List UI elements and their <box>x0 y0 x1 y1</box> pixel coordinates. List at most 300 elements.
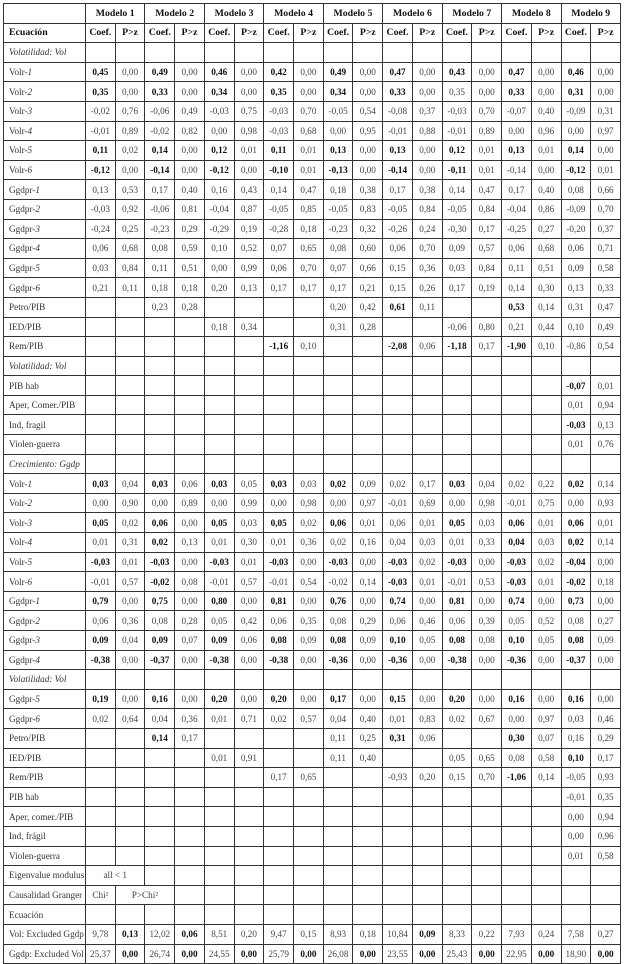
coef-cell <box>145 787 175 807</box>
coef-cell: -0,03 <box>86 552 116 572</box>
coef-cell: 0,11 <box>145 258 175 278</box>
coef-cell <box>323 807 353 827</box>
coef-cell: 0,02 <box>264 709 294 729</box>
coef-cell <box>145 826 175 846</box>
pvalue-cell <box>234 337 264 357</box>
row-label <box>4 513 86 533</box>
pvalue-cell: 0,00 <box>115 160 145 180</box>
table-row <box>4 180 621 200</box>
coef-cell: 0,03 <box>442 474 472 494</box>
granger-row-label: Vol: Excluded Ggdp <box>4 924 86 944</box>
coef-cell <box>204 807 234 827</box>
pvalue-cell: 0,70 <box>412 239 442 259</box>
coef-cell <box>442 435 472 455</box>
pvalue-cell <box>353 807 383 827</box>
table-row <box>4 395 621 415</box>
coef-cell: -0,38 <box>264 650 294 670</box>
table-row <box>4 141 621 161</box>
coef-cell: 25,37 <box>86 944 116 964</box>
coef-cell <box>442 376 472 396</box>
pvalue-cell <box>175 826 205 846</box>
pvalue-cell: 0,00 <box>234 650 264 670</box>
pvalue-cell <box>531 846 561 866</box>
pvalue-cell: 0,05 <box>234 474 264 494</box>
coef-cell: 0,43 <box>442 62 472 82</box>
section-label: Volatilidad: Vol <box>4 670 86 690</box>
coef-cell: -0,26 <box>383 219 413 239</box>
pvalue-cell: 0,85 <box>294 199 324 219</box>
coef-cell: 0,16 <box>145 689 175 709</box>
coef-cell: 0,05 <box>86 513 116 533</box>
coef-cell: -0,10 <box>264 160 294 180</box>
coef-cell: 0,15 <box>383 689 413 709</box>
row-label <box>4 415 86 435</box>
section-row <box>4 670 621 690</box>
coef-cell: 0,10 <box>383 631 413 651</box>
pvalue-cell <box>412 415 442 435</box>
pvalue-cell <box>234 297 264 317</box>
pvalue-cell: 0,13 <box>115 924 145 944</box>
pvalue-cell: 0,04 <box>472 474 502 494</box>
empty-cell <box>561 885 591 905</box>
row-label-name: Violen-guerra <box>9 439 60 450</box>
coef-cell <box>442 826 472 846</box>
coef-cell: 0,33 <box>502 82 532 102</box>
pvalue-cell: 0,83 <box>353 199 383 219</box>
empty-cell <box>383 885 413 905</box>
pvalue-cell: 0,35 <box>591 787 621 807</box>
coef-cell: 0,00 <box>561 826 591 846</box>
row-label-name: Volr- <box>9 106 28 117</box>
pvalue-cell: 0,00 <box>591 591 621 611</box>
section-label: Crecimiento: Ggdp <box>4 454 86 474</box>
empty-cell <box>591 670 621 690</box>
coef-cell <box>204 768 234 788</box>
coef-cell: 0,61 <box>383 297 413 317</box>
empty-cell <box>86 905 116 925</box>
pvalue-cell: 0,00 <box>234 591 264 611</box>
pvalue-cell: 0,98 <box>294 493 324 513</box>
empty-cell <box>234 454 264 474</box>
coef-cell: 0,30 <box>502 728 532 748</box>
pvalue-cell: 0,76 <box>115 101 145 121</box>
coef-cell: 0,16 <box>502 689 532 709</box>
coef-cell <box>204 395 234 415</box>
pvalue-cell <box>115 807 145 827</box>
row-label <box>4 493 86 513</box>
coef-cell: 0,03 <box>264 474 294 494</box>
coef-cell: 0,10 <box>502 631 532 651</box>
table-row <box>4 611 621 631</box>
pvalue-cell <box>531 376 561 396</box>
table-row <box>4 376 621 396</box>
coef-cell: 0,17 <box>264 278 294 298</box>
coef-cell <box>264 787 294 807</box>
coef-cell: -0,03 <box>383 572 413 592</box>
coef-cell: 0,00 <box>561 121 591 141</box>
granger-label: Causalidad Granger <box>4 885 86 905</box>
pvalue-cell: 0,97 <box>531 709 561 729</box>
pvalue-cell: 0,01 <box>412 513 442 533</box>
coef-cell: -0,28 <box>264 219 294 239</box>
empty-cell <box>531 454 561 474</box>
coef-cell: 0,31 <box>561 297 591 317</box>
pvalue-cell <box>234 826 264 846</box>
coef-cell: -1,18 <box>442 337 472 357</box>
pvalue-cell: 0,14 <box>591 474 621 494</box>
row-label <box>4 62 86 82</box>
row-label-name: Ggdpr- <box>9 282 36 293</box>
pvalue-cell <box>115 728 145 748</box>
coef-cell: -0,23 <box>145 219 175 239</box>
pvalue-cell: 0,00 <box>353 160 383 180</box>
empty-cell <box>442 905 472 925</box>
empty-cell <box>204 356 234 376</box>
pvalue-cell: 0,09 <box>294 631 324 651</box>
coef-cell <box>204 728 234 748</box>
coef-cell: 0,16 <box>561 728 591 748</box>
coef-cell: -0,03 <box>502 572 532 592</box>
pvalue-cell: 0,83 <box>412 709 442 729</box>
row-label-name: Ggdpr- <box>9 713 36 724</box>
pvalue-cell: 0,06 <box>175 924 205 944</box>
coef-cell: 0,06 <box>383 239 413 259</box>
pvalue-cell: 0,47 <box>591 297 621 317</box>
chi-label: Chi² <box>86 885 116 905</box>
coef-cell <box>383 826 413 846</box>
pvalue-cell: 0,08 <box>175 572 205 592</box>
coef-cell: 0,47 <box>502 62 532 82</box>
coef-cell: 0,17 <box>323 278 353 298</box>
pvalue-cell <box>472 415 502 435</box>
coef-cell: -0,05 <box>323 101 353 121</box>
pvalue-cell: 0,92 <box>115 199 145 219</box>
coef-cell: -0,01 <box>86 121 116 141</box>
coef-cell: 0,12 <box>204 141 234 161</box>
coef-cell: 0,08 <box>323 239 353 259</box>
empty-cell <box>86 670 116 690</box>
coef-cell: -0,14 <box>383 160 413 180</box>
coef-cell: -0,12 <box>86 160 116 180</box>
empty-cell <box>442 885 472 905</box>
pvalue-cell: 0,01 <box>591 513 621 533</box>
empty-cell <box>561 43 591 63</box>
empty-cell <box>442 43 472 63</box>
empty-cell <box>323 356 353 376</box>
pvalue-cell: 0,11 <box>412 297 442 317</box>
coef-cell: 0,17 <box>383 180 413 200</box>
empty-cell <box>502 885 532 905</box>
row-label-lag: 2 <box>35 615 40 626</box>
pvalue-cell: 0,64 <box>115 709 145 729</box>
pvalue-cell: 0,17 <box>412 474 442 494</box>
pvalue-cell: 0,00 <box>234 944 264 964</box>
row-label-name: Volr- <box>9 556 28 567</box>
coef-cell: 10,84 <box>383 924 413 944</box>
pvalue-cell: 0,02 <box>294 513 324 533</box>
pvalue-cell: 0,98 <box>234 121 264 141</box>
model-header: Modelo 5 <box>323 4 382 24</box>
row-label <box>4 689 86 709</box>
empty-cell <box>204 905 234 925</box>
coef-cell: -0,36 <box>323 650 353 670</box>
row-label-lag: 4 <box>35 654 40 665</box>
coef-cell: 0,02 <box>561 474 591 494</box>
pvalue-cell: 0,00 <box>175 160 205 180</box>
pvalue-cell: 0,01 <box>472 160 502 180</box>
empty-cell <box>115 43 145 63</box>
pvalue-cell: 0,00 <box>531 650 561 670</box>
coef-cell: 0,76 <box>323 591 353 611</box>
pvalue-cell: 0,00 <box>175 650 205 670</box>
coef-cell <box>383 787 413 807</box>
row-label-name: Ggdpr- <box>9 204 36 215</box>
coef-cell <box>323 376 353 396</box>
section-label: Volatilidad: Vol <box>4 356 86 376</box>
row-label <box>4 572 86 592</box>
table-row <box>4 513 621 533</box>
empty-cell <box>264 670 294 690</box>
pvalue-cell: 0,20 <box>412 768 442 788</box>
coef-cell: 0,10 <box>561 317 591 337</box>
coef-cell: 8,33 <box>442 924 472 944</box>
pvalue-cell <box>115 748 145 768</box>
pvalue-cell: 0,70 <box>472 768 502 788</box>
empty-cell <box>353 905 383 925</box>
coef-cell: 0,31 <box>561 82 591 102</box>
section-row <box>4 454 621 474</box>
pvalue-cell: 0,00 <box>115 82 145 102</box>
pvalue-cell: 0,24 <box>531 924 561 944</box>
coef-cell: 0,00 <box>323 493 353 513</box>
coef-cell: 0,04 <box>145 709 175 729</box>
coef-cell: -0,01 <box>383 493 413 513</box>
coef-cell: 0,81 <box>442 591 472 611</box>
granger-row <box>4 924 621 944</box>
pvalue-cell: 0,49 <box>591 317 621 337</box>
coef-cell: -0,03 <box>502 552 532 572</box>
coef-cell <box>264 395 294 415</box>
pvalue-cell: 0,25 <box>353 728 383 748</box>
coef-cell <box>442 297 472 317</box>
coef-cell: 0,21 <box>86 278 116 298</box>
pvalue-cell: 0,94 <box>591 807 621 827</box>
pvalue-cell: 0,70 <box>591 199 621 219</box>
coef-cell: -0,04 <box>561 552 591 572</box>
pvalue-cell: 0,58 <box>591 258 621 278</box>
empty-cell <box>204 885 234 905</box>
pvalue-cell: 0,00 <box>353 141 383 161</box>
pvalue-cell: 0,96 <box>531 121 561 141</box>
row-label <box>4 650 86 670</box>
row-label <box>4 474 86 494</box>
coef-cell <box>86 395 116 415</box>
pvalue-cell: 0,35 <box>294 611 324 631</box>
coef-cell <box>204 415 234 435</box>
coef-cell: 0,00 <box>502 709 532 729</box>
coef-cell <box>145 376 175 396</box>
pvalue-cell: 0,00 <box>472 552 502 572</box>
coef-cell: -0,30 <box>442 219 472 239</box>
pvalue-cell: 0,54 <box>591 337 621 357</box>
coef-cell <box>383 435 413 455</box>
coef-cell: 7,58 <box>561 924 591 944</box>
pvalue-cell: 0,40 <box>175 180 205 200</box>
coef-cell <box>86 435 116 455</box>
table-row <box>4 278 621 298</box>
coef-cell: 0,35 <box>264 82 294 102</box>
empty-cell <box>294 670 324 690</box>
pvalue-cell: 0,80 <box>472 317 502 337</box>
pvalue-cell <box>234 807 264 827</box>
coef-cell: 0,11 <box>323 728 353 748</box>
equation-header: Ecuación <box>4 23 86 43</box>
coef-cell: 0,13 <box>86 180 116 200</box>
pvalue-cell: 0,22 <box>472 924 502 944</box>
pvalue-cell <box>294 748 324 768</box>
coef-cell: 7,93 <box>502 924 532 944</box>
coef-cell <box>323 395 353 415</box>
table-row <box>4 650 621 670</box>
coef-cell: -0,01 <box>204 572 234 592</box>
coef-cell: 0,08 <box>145 239 175 259</box>
pvalue-cell: 0,99 <box>234 493 264 513</box>
coef-cell: -0,03 <box>442 101 472 121</box>
pvalue-cell: 0,00 <box>353 689 383 709</box>
coef-cell: 0,08 <box>561 180 591 200</box>
coef-cell: -0,01 <box>264 572 294 592</box>
pvalue-cell: 0,00 <box>294 944 324 964</box>
coef-cell <box>86 807 116 827</box>
empty-cell <box>591 454 621 474</box>
empty-cell <box>383 670 413 690</box>
row-label-name: PIB hab <box>9 380 39 391</box>
pvalue-cell <box>294 728 324 748</box>
coef-cell: 0,17 <box>145 180 175 200</box>
pvalue-cell <box>115 297 145 317</box>
pvalue-cell: 0,70 <box>294 101 324 121</box>
pvalue-cell: 0,84 <box>472 258 502 278</box>
coef-header: Coef. <box>86 23 116 43</box>
coef-cell <box>145 807 175 827</box>
pvalue-cell <box>234 435 264 455</box>
coef-cell: 26,08 <box>323 944 353 964</box>
pvalue-cell <box>412 317 442 337</box>
pvalue-cell: 0,00 <box>353 62 383 82</box>
coef-cell: -0,03 <box>204 101 234 121</box>
granger-row-label: Ggdp: Excluded Vol <box>4 944 86 964</box>
pvalue-cell: 0,53 <box>115 180 145 200</box>
coef-cell: -0,05 <box>442 199 472 219</box>
coef-cell: 0,23 <box>145 297 175 317</box>
empty-cell <box>294 885 324 905</box>
pvalue-cell <box>412 395 442 415</box>
coef-cell: -0,24 <box>86 219 116 239</box>
pvalue-cell <box>294 376 324 396</box>
coef-cell: -0,03 <box>561 415 591 435</box>
coef-cell: 0,34 <box>323 82 353 102</box>
pvalue-cell: 0,10 <box>531 337 561 357</box>
pvalue-cell: 0,01 <box>531 513 561 533</box>
coef-cell: 0,14 <box>442 180 472 200</box>
empty-cell <box>175 670 205 690</box>
pvalue-cell: 0,02 <box>412 552 442 572</box>
empty-cell <box>145 670 175 690</box>
pvalue-cell: 0,17 <box>591 748 621 768</box>
pvalue-cell: 0,65 <box>472 748 502 768</box>
pvalue-cell: 0,52 <box>234 239 264 259</box>
pvalue-cell: 0,40 <box>531 180 561 200</box>
pvalue-header: P>z <box>531 23 561 43</box>
coef-cell <box>264 297 294 317</box>
coef-cell <box>502 395 532 415</box>
coef-cell <box>204 337 234 357</box>
coef-cell: -0,03 <box>264 101 294 121</box>
coef-cell: -0,01 <box>502 493 532 513</box>
table-row <box>4 709 621 729</box>
coef-cell <box>383 846 413 866</box>
pvalue-cell: 0,89 <box>472 121 502 141</box>
empty-cell <box>531 885 561 905</box>
pvalue-cell: 0,57 <box>472 239 502 259</box>
coef-cell: 0,04 <box>383 533 413 553</box>
coef-cell: -0,12 <box>561 160 591 180</box>
table-row <box>4 493 621 513</box>
table-row <box>4 62 621 82</box>
row-label <box>4 180 86 200</box>
pvalue-cell: 0,08 <box>472 631 502 651</box>
empty-cell <box>472 356 502 376</box>
coef-cell <box>204 376 234 396</box>
coef-cell: 0,17 <box>442 278 472 298</box>
eigenvalue-value: all < 1 <box>86 866 145 886</box>
model-header: Modelo 9 <box>561 4 621 24</box>
pvalue-cell: 0,40 <box>353 748 383 768</box>
coef-cell <box>502 376 532 396</box>
coef-cell: 0,06 <box>86 239 116 259</box>
empty-cell <box>145 356 175 376</box>
pvalue-cell: 0,58 <box>531 748 561 768</box>
coef-cell: 0,03 <box>145 474 175 494</box>
pvalue-cell: 0,02 <box>115 141 145 161</box>
pvalue-cell: 0,58 <box>591 846 621 866</box>
coef-cell: -1,16 <box>264 337 294 357</box>
coef-cell: 0,00 <box>264 493 294 513</box>
pvalue-cell: 0,17 <box>472 219 502 239</box>
pvalue-cell: 0,06 <box>412 728 442 748</box>
pvalue-cell <box>472 395 502 415</box>
coef-header: Coef. <box>442 23 472 43</box>
coef-cell: 0,19 <box>86 689 116 709</box>
empty-cell <box>294 905 324 925</box>
empty-cell <box>115 454 145 474</box>
coef-cell: -0,06 <box>442 317 472 337</box>
granger-row <box>4 944 621 964</box>
coef-cell: 0,06 <box>502 239 532 259</box>
table-row <box>4 337 621 357</box>
pvalue-cell: 0,02 <box>115 513 145 533</box>
table-row <box>4 239 621 259</box>
coef-cell: 0,09 <box>561 258 591 278</box>
row-label <box>4 297 86 317</box>
column-header-row <box>4 23 621 43</box>
row-label-name: Ggdpr- <box>9 184 36 195</box>
table-row <box>4 199 621 219</box>
pvalue-cell: 0,40 <box>353 709 383 729</box>
pvalue-cell: 0,27 <box>531 219 561 239</box>
row-label-name: Volr- <box>9 145 28 156</box>
coef-cell: 0,04 <box>323 709 353 729</box>
